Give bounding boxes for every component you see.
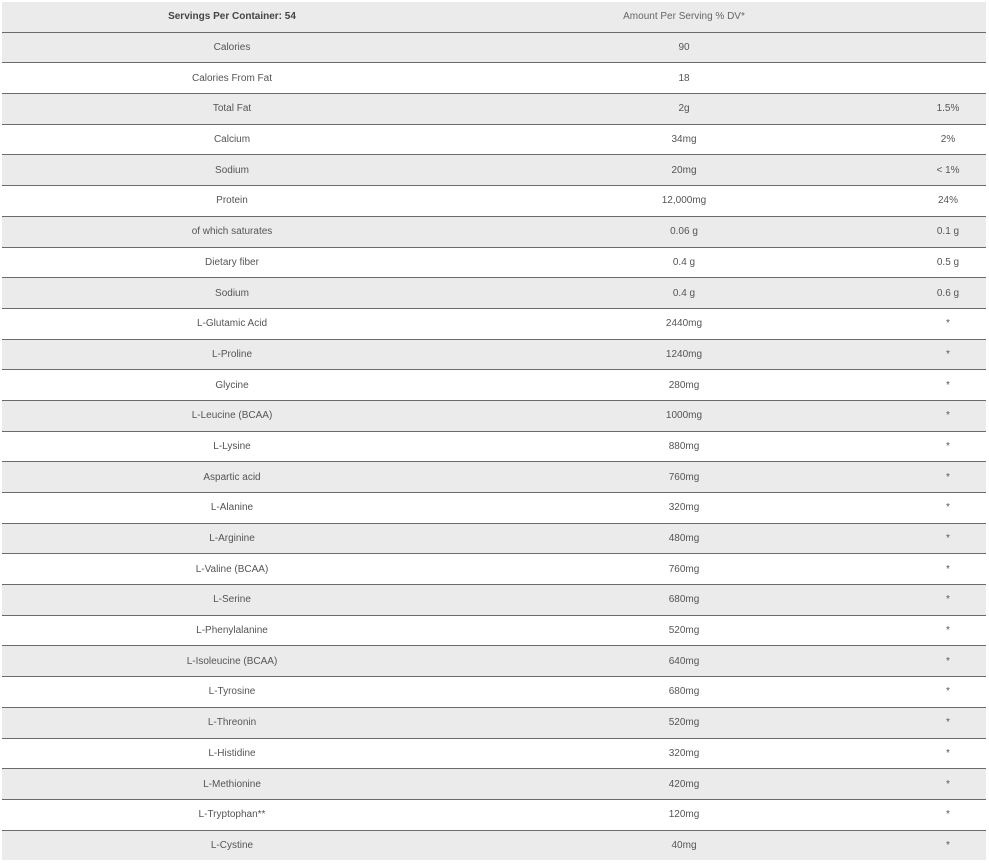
- nutrient-daily-value: *: [946, 410, 950, 422]
- nutrient-daily-value-cell: [906, 94, 986, 125]
- table-row: [2, 707, 986, 738]
- nutrient-daily-value: 2%: [940, 134, 956, 146]
- table-row: [2, 431, 986, 462]
- nutrient-amount: 680mg: [462, 677, 906, 708]
- nutrient-daily-value: 0.1 g: [936, 226, 960, 238]
- nutrient-daily-value-cell: [906, 769, 986, 800]
- nutrient-amount: 12,000mg: [462, 186, 906, 217]
- nutrient-name: L-Threonin: [2, 707, 462, 738]
- nutrient-amount: 20mg: [462, 155, 906, 186]
- nutrient-daily-value-cell: [906, 186, 986, 217]
- nutrient-daily-value: *: [946, 809, 950, 821]
- nutrient-daily-value-cell: [906, 585, 986, 616]
- nutrient-amount: 120mg: [462, 799, 906, 830]
- table-header-row: [2, 2, 986, 32]
- nutrient-name: of which saturates: [2, 216, 462, 247]
- nutrient-daily-value: 1.5%: [936, 103, 960, 115]
- nutrient-amount: 680mg: [462, 585, 906, 616]
- nutrient-daily-value: 0.5 g: [936, 256, 960, 268]
- nutrient-daily-value: *: [946, 839, 950, 851]
- table-row: [2, 370, 986, 401]
- table-row: [2, 799, 986, 830]
- nutrient-name: L-Proline: [2, 339, 462, 370]
- nutrient-daily-value-cell: [906, 523, 986, 554]
- nutrient-name: L-Tryptophan**: [2, 799, 462, 830]
- nutrient-name: Calories From Fat: [2, 63, 462, 94]
- nutrient-daily-value-cell: [906, 216, 986, 247]
- nutrient-amount: 40mg: [462, 830, 906, 860]
- table-row: [2, 400, 986, 431]
- nutrient-daily-value-cell: [906, 830, 986, 860]
- nutrient-name: L-Arginine: [2, 523, 462, 554]
- nutrient-daily-value: *: [946, 594, 950, 606]
- table-row: [2, 124, 986, 155]
- nutrient-amount: 1240mg: [462, 339, 906, 370]
- nutrient-amount: 2g: [462, 94, 906, 125]
- nutrient-rows: [2, 32, 986, 860]
- nutrient-daily-value: *: [946, 625, 950, 637]
- nutrient-amount: 34mg: [462, 124, 906, 155]
- nutrient-name: L-Histidine: [2, 738, 462, 769]
- nutrient-daily-value-cell: [906, 431, 986, 462]
- nutrient-daily-value: *: [946, 379, 950, 391]
- table-row: [2, 32, 986, 63]
- nutrient-daily-value-cell: [906, 707, 986, 738]
- nutrient-daily-value: *: [946, 717, 950, 729]
- nutrient-name: Protein: [2, 186, 462, 217]
- table-row: [2, 646, 986, 677]
- nutrient-name: Calcium: [2, 124, 462, 155]
- nutrient-daily-value-cell: [906, 493, 986, 524]
- daily-value-header: [906, 2, 986, 32]
- nutrient-daily-value-cell: [906, 738, 986, 769]
- nutrient-daily-value: *: [946, 655, 950, 667]
- nutrient-daily-value: *: [946, 502, 950, 514]
- nutrient-daily-value-cell: [906, 370, 986, 401]
- nutrient-name: L-Glutamic Acid: [2, 308, 462, 339]
- nutrient-name: L-Tyrosine: [2, 677, 462, 708]
- nutrient-amount: 0.4 g: [462, 247, 906, 278]
- servings-per-container-header: Servings Per Container: 54: [2, 2, 462, 32]
- nutrient-daily-value-cell: [906, 63, 986, 94]
- nutrient-daily-value: *: [946, 471, 950, 483]
- table-row: [2, 278, 986, 309]
- nutrient-name: L-Valine (BCAA): [2, 554, 462, 585]
- nutrient-name: Aspartic acid: [2, 462, 462, 493]
- nutrient-amount: 320mg: [462, 493, 906, 524]
- nutrient-amount: 880mg: [462, 431, 906, 462]
- nutrient-daily-value: *: [946, 348, 950, 360]
- nutrient-daily-value: *: [946, 318, 950, 330]
- nutrient-daily-value-cell: [906, 554, 986, 585]
- nutrient-name: L-Methionine: [2, 769, 462, 800]
- nutrient-name: Dietary fiber: [2, 247, 462, 278]
- nutrient-amount: 18: [462, 63, 906, 94]
- table-row: [2, 615, 986, 646]
- nutrient-daily-value: *: [946, 440, 950, 452]
- table-row: [2, 247, 986, 278]
- table-row: [2, 677, 986, 708]
- nutrient-daily-value-cell: [906, 677, 986, 708]
- nutrient-daily-value: *: [946, 563, 950, 575]
- nutrient-daily-value: *: [946, 747, 950, 759]
- table-row: [2, 94, 986, 125]
- nutrient-daily-value-cell: [906, 278, 986, 309]
- nutrient-amount: 0.06 g: [462, 216, 906, 247]
- nutrient-amount: 640mg: [462, 646, 906, 677]
- table-row: [2, 493, 986, 524]
- nutrient-daily-value-cell: [906, 400, 986, 431]
- nutrient-daily-value: *: [946, 778, 950, 790]
- nutrient-daily-value-cell: [906, 339, 986, 370]
- nutrient-daily-value-cell: [906, 799, 986, 830]
- table-row: [2, 830, 986, 860]
- nutrient-amount: 90: [462, 32, 906, 63]
- table-row: [2, 308, 986, 339]
- nutrient-amount: 520mg: [462, 615, 906, 646]
- nutrient-amount: 0.4 g: [462, 278, 906, 309]
- nutrient-daily-value-cell: [906, 247, 986, 278]
- table-row: [2, 186, 986, 217]
- nutrient-name: Calories: [2, 32, 462, 63]
- nutrient-name: Sodium: [2, 155, 462, 186]
- nutrient-amount: 320mg: [462, 738, 906, 769]
- nutrient-daily-value-cell: [906, 462, 986, 493]
- nutrient-daily-value-cell: [906, 646, 986, 677]
- nutrient-amount: 420mg: [462, 769, 906, 800]
- nutrient-name: L-Phenylalanine: [2, 615, 462, 646]
- nutrient-name: L-Cystine: [2, 830, 462, 860]
- nutrient-daily-value: 0.6 g: [936, 287, 960, 299]
- table-row: [2, 554, 986, 585]
- nutrient-amount: 520mg: [462, 707, 906, 738]
- table-row: [2, 769, 986, 800]
- table-row: [2, 738, 986, 769]
- nutrient-daily-value: *: [946, 686, 950, 698]
- nutrient-amount: 480mg: [462, 523, 906, 554]
- table-row: [2, 523, 986, 554]
- nutrient-daily-value-cell: [906, 308, 986, 339]
- nutrient-name: L-Isoleucine (BCAA): [2, 646, 462, 677]
- nutrient-amount: 760mg: [462, 462, 906, 493]
- nutrient-daily-value-cell: [906, 155, 986, 186]
- nutrient-name: L-Serine: [2, 585, 462, 616]
- nutrient-name: Sodium: [2, 278, 462, 309]
- nutrient-daily-value: < 1%: [936, 164, 960, 176]
- nutrient-daily-value-cell: [906, 124, 986, 155]
- table-row: [2, 216, 986, 247]
- nutrient-daily-value: 24%: [937, 195, 958, 207]
- nutrient-name: L-Lysine: [2, 431, 462, 462]
- nutrition-facts-table: [2, 2, 986, 860]
- table-row: [2, 462, 986, 493]
- nutrient-amount: 280mg: [462, 370, 906, 401]
- nutrient-daily-value: *: [946, 533, 950, 545]
- nutrient-amount: 2440mg: [462, 308, 906, 339]
- nutrient-amount: 760mg: [462, 554, 906, 585]
- amount-per-serving-header: Amount Per Serving % DV*: [462, 2, 906, 32]
- nutrient-name: L-Leucine (BCAA): [2, 400, 462, 431]
- table-row: [2, 585, 986, 616]
- nutrient-amount: 1000mg: [462, 400, 906, 431]
- table-row: [2, 63, 986, 94]
- nutrient-name: L-Alanine: [2, 493, 462, 524]
- nutrient-name: Total Fat: [2, 94, 462, 125]
- nutrient-daily-value-cell: [906, 32, 986, 63]
- nutrient-daily-value-cell: [906, 615, 986, 646]
- table-row: [2, 339, 986, 370]
- nutrient-name: Glycine: [2, 370, 462, 401]
- table-row: [2, 155, 986, 186]
